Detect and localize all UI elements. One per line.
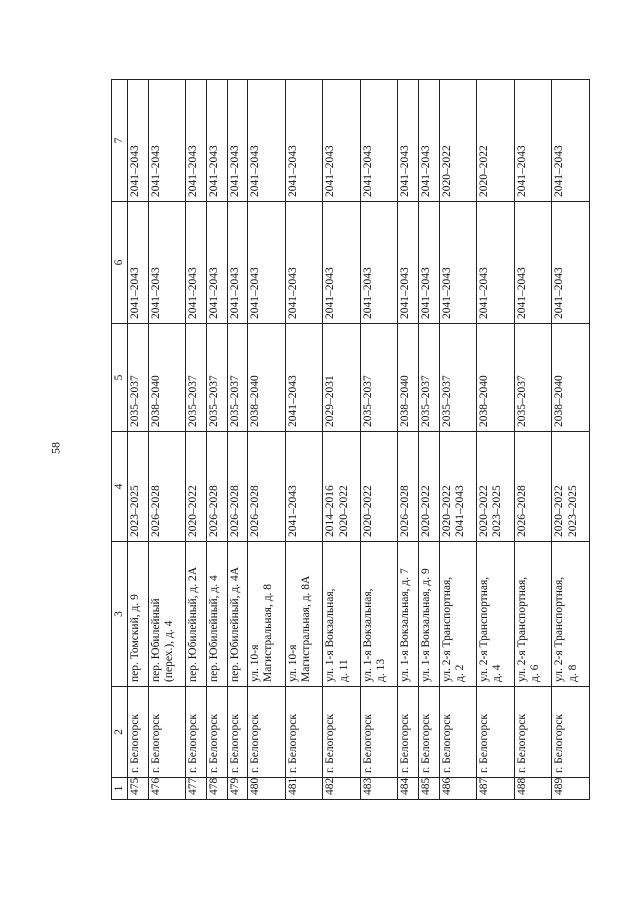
period-cell-line: 2023–2025 [129,485,141,537]
row-number-cell: 487 [477,778,515,800]
period-cell [227,432,248,542]
period-cell [477,432,515,542]
period-cell-line: 2020–2022 [337,485,350,537]
address-cell-line: пер. Юбилейный, д. 4 [207,575,220,682]
address-cell-line: д. 2 [453,664,466,682]
column7-cell: 2041–2043 [186,80,207,202]
address-cell-line: ул. 10-я [249,644,262,682]
column5-cell: 2038–2040 [398,324,419,432]
address-cell-line: д. 6 [528,664,541,682]
column5-cell: 2041–2043 [285,324,323,432]
row-number-cell: 478 [206,778,227,800]
row-number-cell: 476 [148,778,186,800]
table-row [360,80,398,800]
header-cell: 7 [112,80,128,202]
address-cell-line: пер. Томский, д. 9 [129,594,141,682]
address-cell-line: (перех.), д. 4 [162,620,175,682]
period-cell [323,432,361,542]
table-row [248,80,286,800]
column7-cell: 2041–2043 [323,80,361,202]
city-cell: г. Белогорск [477,687,515,778]
period-cell-line: 2026–2028 [207,485,220,537]
address-cell-line: ул. 1-я Вокзальная, д. 9 [420,568,433,682]
period-cell-line: 2026–2028 [149,485,162,537]
table-row [439,80,477,800]
period-cell-line: 2020–2022 [553,485,566,537]
address-cell [128,542,149,687]
column5-cell: 2035–2037 [206,324,227,432]
city-cell: г. Белогорск [419,687,440,778]
table-row [227,80,248,800]
table-row [285,80,323,800]
city-cell: г. Белогорск [398,687,419,778]
address-cell-line: ул. 2-я Транспортная, [515,576,528,682]
column5-cell: 2035–2037 [360,324,398,432]
column7-cell: 2041–2043 [552,80,590,202]
column6-cell: 2041–2043 [398,202,419,324]
address-cell [285,542,323,687]
period-cell [128,432,149,542]
address-cell-line: пер. Юбилейный, д. 2А [187,566,200,682]
period-cell-line: 2023–2025 [566,485,579,537]
address-cell [248,542,286,687]
address-cell [439,542,477,687]
period-cell-line: 2026–2028 [399,485,412,537]
period-cell-line: 2026–2028 [249,485,262,537]
column7-cell: 2041–2043 [398,80,419,202]
table-header [112,80,128,800]
column7-cell: 2041–2043 [419,80,440,202]
address-cell [477,542,515,687]
table-row [552,80,590,800]
column6-cell: 2041–2043 [360,202,398,324]
column7-cell: 2041–2043 [248,80,286,202]
address-cell [419,542,440,687]
table-body [128,80,590,800]
table-row [206,80,227,800]
column6-cell: 2041–2043 [148,202,186,324]
column7-cell: 2041–2043 [360,80,398,202]
column5-cell: 2029–2031 [323,324,361,432]
column6-cell: 2041–2043 [248,202,286,324]
column6-cell: 2041–2043 [439,202,477,324]
column5-cell: 2038–2040 [148,324,186,432]
address-cell-line: ул. 10-я [286,644,299,682]
city-cell: г. Белогорск [248,687,286,778]
row-number-cell: 477 [186,778,207,800]
period-cell-line: 2020–2022 [420,485,433,537]
city-cell: г. Белогорск [552,687,590,778]
city-cell: г. Белогорск [148,687,186,778]
row-number-cell: 486 [439,778,477,800]
city-cell: г. Белогорск [514,687,552,778]
address-cell-line: ул. 1-я Вокзальная, [361,588,374,682]
address-cell [398,542,419,687]
column6-cell: 2041–2043 [419,202,440,324]
column5-cell: 2035–2037 [419,324,440,432]
address-cell-line: д. 11 [337,659,350,682]
header-cell: 3 [112,542,128,687]
table-row [477,80,515,800]
period-cell-line: 2020–2022 [440,485,453,537]
column5-cell: 2035–2037 [439,324,477,432]
column5-cell: 2038–2040 [477,324,515,432]
period-cell-line: 2026–2028 [515,485,528,537]
period-cell [206,432,227,542]
city-cell: г. Белогорск [206,687,227,778]
table-row [148,80,186,800]
city-cell: г. Белогорск [186,687,207,778]
row-number-cell: 480 [248,778,286,800]
header-cell: 5 [112,324,128,432]
table-row [323,80,361,800]
column6-cell: 2041–2043 [552,202,590,324]
column6-cell: 2041–2043 [323,202,361,324]
period-cell [419,432,440,542]
address-cell-line: д. 8 [566,664,579,682]
column6-cell: 2041–2043 [477,202,515,324]
table-row [514,80,552,800]
period-cell [148,432,186,542]
address-cell-line: д. 4 [491,664,504,682]
column7-cell: 2041–2043 [514,80,552,202]
period-cell-line: 2020–2022 [478,485,491,537]
document-table-container [111,80,590,800]
row-number-cell: 488 [514,778,552,800]
period-cell-line: 2014–2016 [324,485,337,537]
city-cell: г. Белогорск [285,687,323,778]
period-cell [398,432,419,542]
document-table [111,79,590,800]
row-number-cell: 481 [285,778,323,800]
column7-cell: 2020–2022 [439,80,477,202]
column5-cell: 2035–2037 [227,324,248,432]
column5-cell: 2038–2040 [552,324,590,432]
period-cell [514,432,552,542]
header-cell: 6 [112,202,128,324]
address-cell-line: пер. Юбилейный, д. 4А [228,566,241,682]
city-cell: г. Белогорск [323,687,361,778]
address-cell-line: Магистральная, д. 8А [299,575,312,682]
column5-cell: 2035–2037 [514,324,552,432]
table-row [128,80,149,800]
address-cell-line: ул. 2-я Транспортная, [440,576,453,682]
column6-cell: 2041–2043 [514,202,552,324]
header-cell: 1 [112,778,128,800]
period-cell-line: 2020–2022 [187,485,200,537]
row-number-cell: 482 [323,778,361,800]
header-cell: 4 [112,432,128,542]
address-cell-line: ул. 2-я Транспортная, [553,576,566,682]
row-number-cell: 475 [128,778,149,800]
address-cell [206,542,227,687]
column7-cell: 2041–2043 [285,80,323,202]
address-cell-line: Магистральная, д. 8 [262,583,275,682]
address-cell [514,542,552,687]
row-number-cell: 485 [419,778,440,800]
column6-cell: 2041–2043 [227,202,248,324]
column5-cell: 2038–2040 [248,324,286,432]
table-row [419,80,440,800]
city-cell: г. Белогорск [227,687,248,778]
column5-cell: 2035–2037 [128,324,149,432]
table-row [398,80,419,800]
period-cell [360,432,398,542]
period-cell [552,432,590,542]
header-cell: 2 [112,687,128,778]
column7-cell: 2041–2043 [227,80,248,202]
column6-cell: 2041–2043 [285,202,323,324]
period-cell-line: 2041–2043 [286,485,299,537]
address-cell [360,542,398,687]
column7-cell: 2041–2043 [206,80,227,202]
column7-cell: 2020–2022 [477,80,515,202]
address-cell [186,542,207,687]
period-cell [186,432,207,542]
column5-cell: 2035–2037 [186,324,207,432]
period-cell-line: 2020–2022 [361,485,374,537]
city-cell: г. Белогорск [439,687,477,778]
period-cell-line: 2026–2028 [228,485,241,537]
column6-cell: 2041–2043 [206,202,227,324]
period-cell-line: 2023–2025 [491,485,504,537]
city-cell: г. Белогорск [360,687,398,778]
city-cell: г. Белогорск [128,687,149,778]
address-cell [552,542,590,687]
row-number-cell: 484 [398,778,419,800]
column6-cell: 2041–2043 [128,202,149,324]
column6-cell: 2041–2043 [186,202,207,324]
address-cell [148,542,186,687]
page-number: 58 [48,442,63,454]
address-cell [227,542,248,687]
column7-cell: 2041–2043 [148,80,186,202]
header-row [112,80,128,800]
table-row [186,80,207,800]
address-cell-line: ул. 1-я Вокзальная, [324,588,337,682]
address-cell-line: ул. 1-я Вокзальная, д. 7 [399,568,412,682]
address-cell-line: д. 13 [375,658,388,682]
period-cell [248,432,286,542]
period-cell-line: 2041–2043 [453,485,466,537]
row-number-cell: 489 [552,778,590,800]
address-cell [323,542,361,687]
column7-cell: 2041–2043 [128,80,149,202]
period-cell [439,432,477,542]
period-cell [285,432,323,542]
row-number-cell: 483 [360,778,398,800]
row-number-cell: 479 [227,778,248,800]
address-cell-line: ул. 2-я Транспортная, [478,576,491,682]
address-cell-line: пер. Юбилейный [149,598,162,682]
